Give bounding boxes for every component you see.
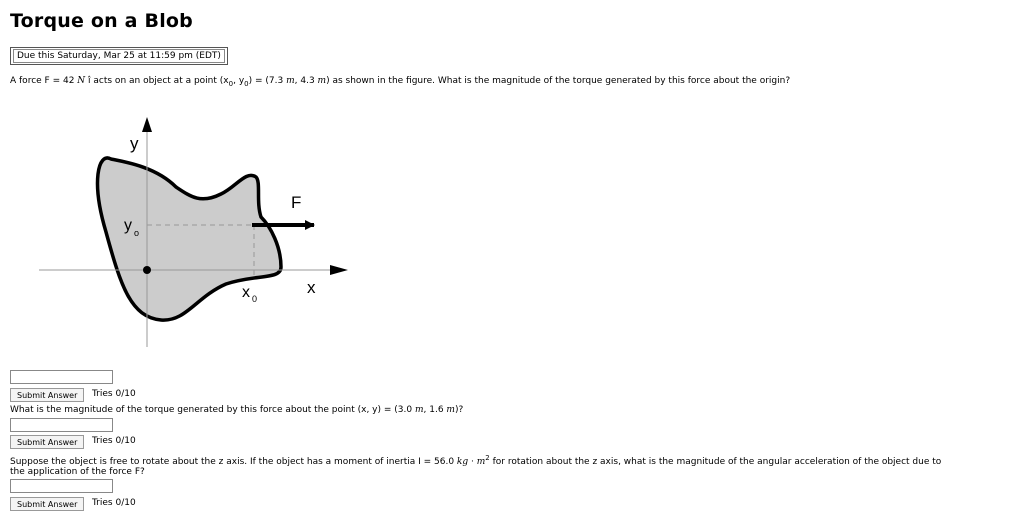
answer-3-input[interactable] bbox=[10, 479, 113, 493]
q1-text-part: ) as shown in the figure. What is the magnitude of the torque generated by this force about the origin? bbox=[326, 76, 791, 86]
tries-3: Tries 0/10 bbox=[92, 498, 136, 508]
y-axis-arrow-icon bbox=[142, 117, 152, 132]
force-label: F bbox=[291, 193, 302, 212]
q2-unit: m bbox=[414, 405, 424, 415]
blob-figure bbox=[36, 112, 356, 362]
submit-answer-2-button[interactable]: Submit Answer bbox=[10, 435, 84, 449]
q2-text-part: What is the magnitude of the torque generated by this force about the point (x, y) = (3.0 bbox=[10, 405, 415, 415]
q2-unit: m bbox=[446, 405, 455, 415]
q1-text-part: ) = (7.3 bbox=[248, 76, 287, 86]
x-axis-arrow-icon bbox=[330, 265, 348, 275]
x0-label: x bbox=[242, 284, 250, 301]
due-date-box bbox=[10, 47, 228, 65]
q1-subscript: 0 bbox=[244, 79, 249, 88]
x-axis-label: x bbox=[307, 278, 316, 297]
answer-2-input[interactable] bbox=[10, 418, 113, 432]
y0-label: y bbox=[124, 217, 132, 234]
q1-text-part: , 4.3 bbox=[294, 76, 318, 86]
q3-unit: m bbox=[476, 457, 486, 467]
x0-label-sub: 0 bbox=[252, 294, 258, 304]
y0-label-sub: o bbox=[134, 228, 140, 238]
q2-text-part: )? bbox=[454, 405, 464, 415]
tries-2: Tries 0/10 bbox=[92, 436, 136, 446]
q1-unit: N bbox=[77, 76, 86, 86]
q3-text-part: for rotation about the z axis, what is the magnitude of the angular acceleration of the object due to bbox=[489, 457, 942, 467]
tries-1: Tries 0/10 bbox=[92, 389, 136, 399]
q3-superscript: 2 bbox=[485, 454, 490, 462]
y-axis-label: y bbox=[130, 134, 139, 153]
q1-unit: m bbox=[317, 76, 327, 86]
submit-answer-3-button[interactable]: Submit Answer bbox=[10, 497, 84, 511]
q1-subscript: 0 bbox=[228, 79, 234, 88]
question-3-text-line-1 bbox=[10, 454, 941, 467]
submit-answer-1-button[interactable]: Submit Answer bbox=[10, 388, 84, 402]
due-date-text: Due this Saturday, Mar 25 at 11:59 pm (EDT) bbox=[13, 49, 225, 63]
origin-dot bbox=[143, 266, 151, 274]
q3-text-part: · bbox=[468, 457, 477, 467]
question-2-text bbox=[10, 405, 463, 415]
q1-text-part: , y bbox=[233, 76, 245, 86]
question-3-text-line-2: the application of the force F? bbox=[10, 467, 145, 477]
question-1-text bbox=[10, 76, 790, 88]
q3-unit: kg bbox=[456, 457, 469, 467]
q3-text-part: Suppose the object is free to rotate about the z axis. If the object has a moment of inertia I = 56.0 bbox=[10, 457, 457, 467]
answer-1-input[interactable] bbox=[10, 370, 113, 384]
q1-text-part: A force F = 42 bbox=[10, 76, 78, 86]
q1-unit: m bbox=[286, 76, 295, 86]
q1-text-part: î acts on an object at a point (x bbox=[85, 76, 229, 86]
page-title: Torque on a Blob bbox=[10, 10, 193, 32]
q2-text-part: , 1.6 bbox=[423, 405, 447, 415]
